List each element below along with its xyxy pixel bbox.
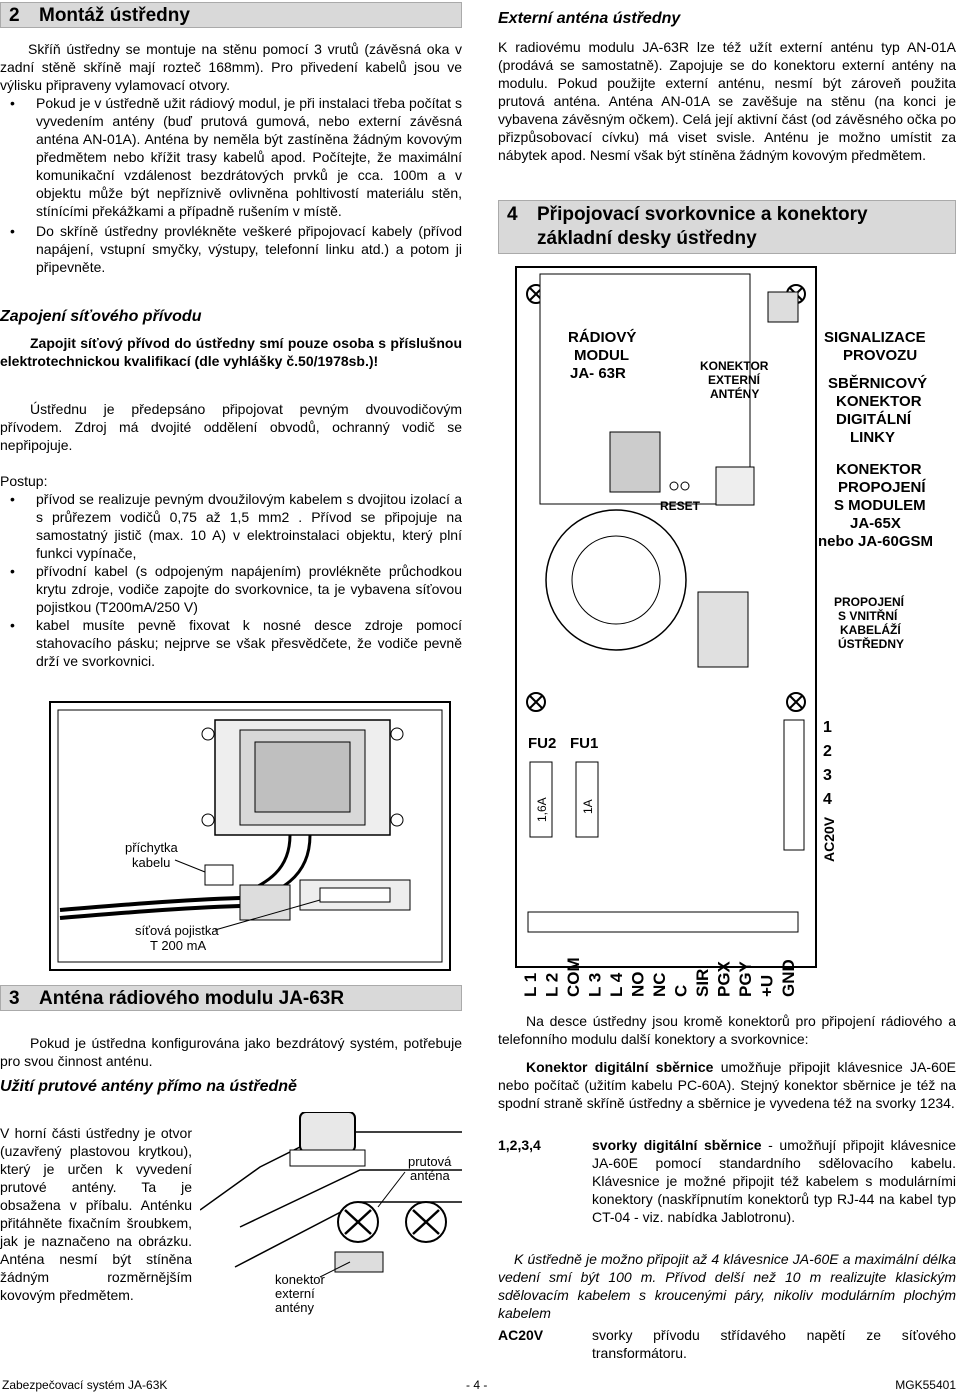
bottom-terminal-label: L 4 [607,972,626,997]
ext-conn-label-3: ANTÉNY [710,387,760,401]
section-title: Anténa rádiového modulu JA-63R [39,988,345,1009]
fu1-label: FU1 [570,735,599,752]
bottom-terminal-label: SIR [693,968,712,997]
ext-conn-label-1: KONEKTOR [700,359,769,373]
term-3: 3 [823,767,832,784]
list-item: • Pokud je v ústředně užit rádiový modul, je při instalaci třeba počítat s vyvedením antény (buď prutová gumová, nebo externí závěsná anténa AN-01A). Anténa by neměla být zastíněna žádným kovovým předmětem nebo křížit trasy kabelů apod. Počítejte, že maximální komunikační vzdálenost bezdrátových prvků je cca. 100m a v objektu může být nepříznivě ovlivněna pohltivostí materiálu stěn, stínícími překážkami a případně rušením v místě. [36,94,462,220]
wiring-label-3: KABELÁŽÍ [840,623,901,637]
page-number: - 4 - [466,1378,488,1392]
ac20v-label: AC20V [821,816,837,862]
procedure-list [0,490,462,670]
terminal-text: - umožňují připojit klávesnice JA-60E pomocí standardního sdělovacího kabelu. Klávesnice je možné připojit též kabelem s modulárními konektory (naskřípnutím konektorů typ RJ-44 na kabel typ CT-04 - viz. nabídka Jablotronu). [592,1137,957,1225]
signal-label-1: SIGNALIZACE [824,329,926,346]
module-label-2: PROPOJENÍ [838,479,926,496]
fuse-label-2: T 200 mA [150,938,207,953]
antenna-paragraph: Pokud je ústředna konfigurována jako bezdrátový systém, potřebuje pro svou činnost anténu. [0,1035,462,1069]
section-number: 2 [9,5,20,26]
terminal-text: svorky přívodu střídavého napětí ze síťového transformátoru. [592,1327,956,1361]
bottom-terminal-label: C [671,984,691,997]
radio-label-2: MODUL [574,347,629,364]
signal-label-2: PROVOZU [843,347,918,364]
ext-conn-label-2: EXTERNÍ [708,373,761,387]
section-2-heading [0,2,462,28]
bus-label-3: DIGITÁLNÍ [836,411,911,428]
wiring-label-2: S VNITŘNÍ [838,609,898,623]
conn-label-2: externí [275,1286,315,1301]
clip-label-1: příchytka [125,840,178,855]
bottom-terminal-label: PGY [736,961,755,997]
bus-term: Konektor digitální sběrnice [526,1059,714,1075]
bottom-terminal-label: L 3 [585,972,605,997]
conn-label-1: konektor [275,1272,325,1287]
terminal-ac-row [498,1326,956,1362]
bottom-terminal-label: +U [757,974,777,997]
power-warning: Zapojit síťový přívod do ústředny smí pouze osoba s příslušnou elektrotechnickou kvalifikací (dle vyhlášky č.50/1978sb.)! [0,335,462,369]
conn-label-3: antény [275,1300,315,1315]
wiring-label-4: ÚSTŘEDNY [838,637,905,651]
bottom-terminal-label: PGX [714,961,734,997]
terminal-term: svorky digitální sběrnice [592,1137,762,1153]
power-paragraph: Ústřednu je předepsáno připojovat pevným dvouvodičovým přívodem. Zdroj má dvojité oddělení obvodů, ochranný vodič se nepřipojuje. [0,401,462,453]
bus-paragraph [498,1058,956,1112]
fuse2-value: 1,6A [535,797,549,822]
module-label-5: nebo JA-60GSM [818,533,934,550]
section-title-line-1: Připojovací svorkovnice a konektory [537,204,868,225]
term-2: 2 [823,743,832,760]
rod-antenna-paragraph: V horní části ústředny je otvor (uzavřený plastovou krytkou), který je určen k vyvedení prutové antény. Ta je obsažena v příbalu. Anténku přitáhněte fixačním šroubkem, jak je naznačeno na obrázku. Anténa nesmí být stíněna žádným rozměrnějším kovovým předmětem. [0,1125,192,1303]
clip-label-2: kabelu [132,855,171,870]
section-title: Montáž ústředny [39,5,190,26]
list-item: • přívod se realizuje pevným dvoužilovým kabelem s dvojitou izolací a s průřezem vodičů 0,75 až 1,5 mm2 . Přívod se připojuje na samostatný jistič (max. 10 A) v elektroinstalaci objektu, který plní funkci vypínače, [36,490,462,562]
fu2-label: FU2 [528,735,557,752]
rod-antenna-heading: Užití prutové antény přímo na ústředně [0,1078,297,1095]
terminal-desc [592,1136,956,1226]
terminal-key: AC20V [498,1327,544,1343]
mounting-paragraph: Skříň ústředny se montuje na stěnu pomocí 3 vrutů (závěsná oka v zadní stěně skříně mají rozteč 168mm). Pro přivedení kabelů jsou ve výlisku připraveny vylamovací otvory. [0,41,462,93]
bottom-terminal-label: COM [564,957,583,997]
mounting-list [0,94,462,276]
board-diagram [498,262,958,998]
bottom-terminal-label: L 1 [521,972,540,997]
rod-label-2: anténa [410,1168,450,1183]
external-antenna-paragraph: K radiovému modulu JA-63R lze též užít externí anténu typ AN-01A (prodává se samostatně). Zapojuje se do konektoru externí antény na modulu. Pokud použijte externí anténu, nesmí být zároveň použita prutová anténa. Anténa AN-01A se zavěšuje na stěnu (na konci je vybavena závěsným očkem). Celá její aktivní část (od závěsného očka po přizpůsobovací cívku) má viset svisle. Anténu je možno umístit za nábytek apod. Nesmí však být stíněna žádným kovovým předmětem. [498,39,956,163]
bus-label-4: LINKY [850,429,895,446]
bus-label-2: KONEKTOR [836,393,922,410]
wiring-label-1: PROPOJENÍ [834,595,905,609]
reset-label: RESET [660,499,701,513]
radio-label-1: RÁDIOVÝ [568,329,637,346]
footer-left: Zabezpečovací systém JA-63K [2,1378,168,1392]
module-label-1: KONEKTOR [836,461,922,478]
note-paragraph: K ústředně je možno připojit až 4 klávesnice JA-60E a maximální délka vedení smí být 100 m. Přívod delší než 10 m realizujte klasickým sdělovacím kabelem s kroucenými páry, nikoliv modulárním plochým kabelem [498,1251,956,1321]
bus-label-1: SBĚRNICOVÝ [828,375,928,392]
list-item: • Do skříně ústředny provlékněte veškeré připojovací kabely (přívod napájení, vstupní smyčky, výstupy, telefonní linku atd.) a potom ji připevněte. [36,222,462,276]
radio-label-3: JA- 63R [570,365,626,382]
section-title-line-2: základní desky ústředny [537,228,757,249]
footer-right: MGK55401 [895,1378,956,1392]
bus-text: umožňuje připojit klávesnice JA-60E nebo počítač (užitím kabelu PC-60A). Stejný konektor sběrnice je též na spodní straně skříně ústředny a sběrnice je vyvedena též na svorky 1234. [498,1059,956,1111]
module-label-4: JA-65X [850,515,901,532]
section-number: 4 [507,204,518,225]
list-item: • kabel musíte pevně fixovat k nosné desce zdroje pomocí stahovacího pásku; nejprve se však přesvědčete, že vodiče pevně drží ve svorkovnici. [36,616,462,670]
desc-paragraph: Na desce ústředny jsou kromě konektorů pro připojení rádiového a telefonního modulu další konektory a svorkovnice: [498,1013,956,1047]
section-3-heading [0,985,462,1011]
transformer-figure [0,700,462,975]
term-1: 1 [823,719,832,736]
bottom-terminal-label: NO [628,971,648,997]
section-4-heading [498,200,956,254]
list-item: • přívodní kabel (s odpojeným napájením) provlékněte průchodkou krytu zdroje, vodiče zapojte do svorkovnice, ta je vybavena síťovou pojistkou (T200mA/250 V) [36,562,462,616]
term-4: 4 [823,791,832,808]
bottom-terminal-label: L 2 [542,972,562,997]
rod-label-1: prutová [408,1154,452,1169]
procedure-label: Postup: [0,473,48,489]
bottom-terminal-label: GND [779,959,798,997]
module-label-3: S MODULEM [834,497,926,514]
fuse1-value: 1A [581,799,595,814]
terminal-key: 1,2,3,4 [498,1137,541,1153]
bottom-terminal-label: NC [650,972,669,997]
rod-antenna-figure [200,1112,462,1362]
fuse-label-1: síťová pojistka [135,923,219,938]
terminal-1234-row [498,1136,956,1226]
external-antenna-heading: Externí anténa ústředny [498,10,681,27]
section-number: 3 [9,988,20,1009]
power-heading: Zapojení síťového přívodu [0,308,202,325]
